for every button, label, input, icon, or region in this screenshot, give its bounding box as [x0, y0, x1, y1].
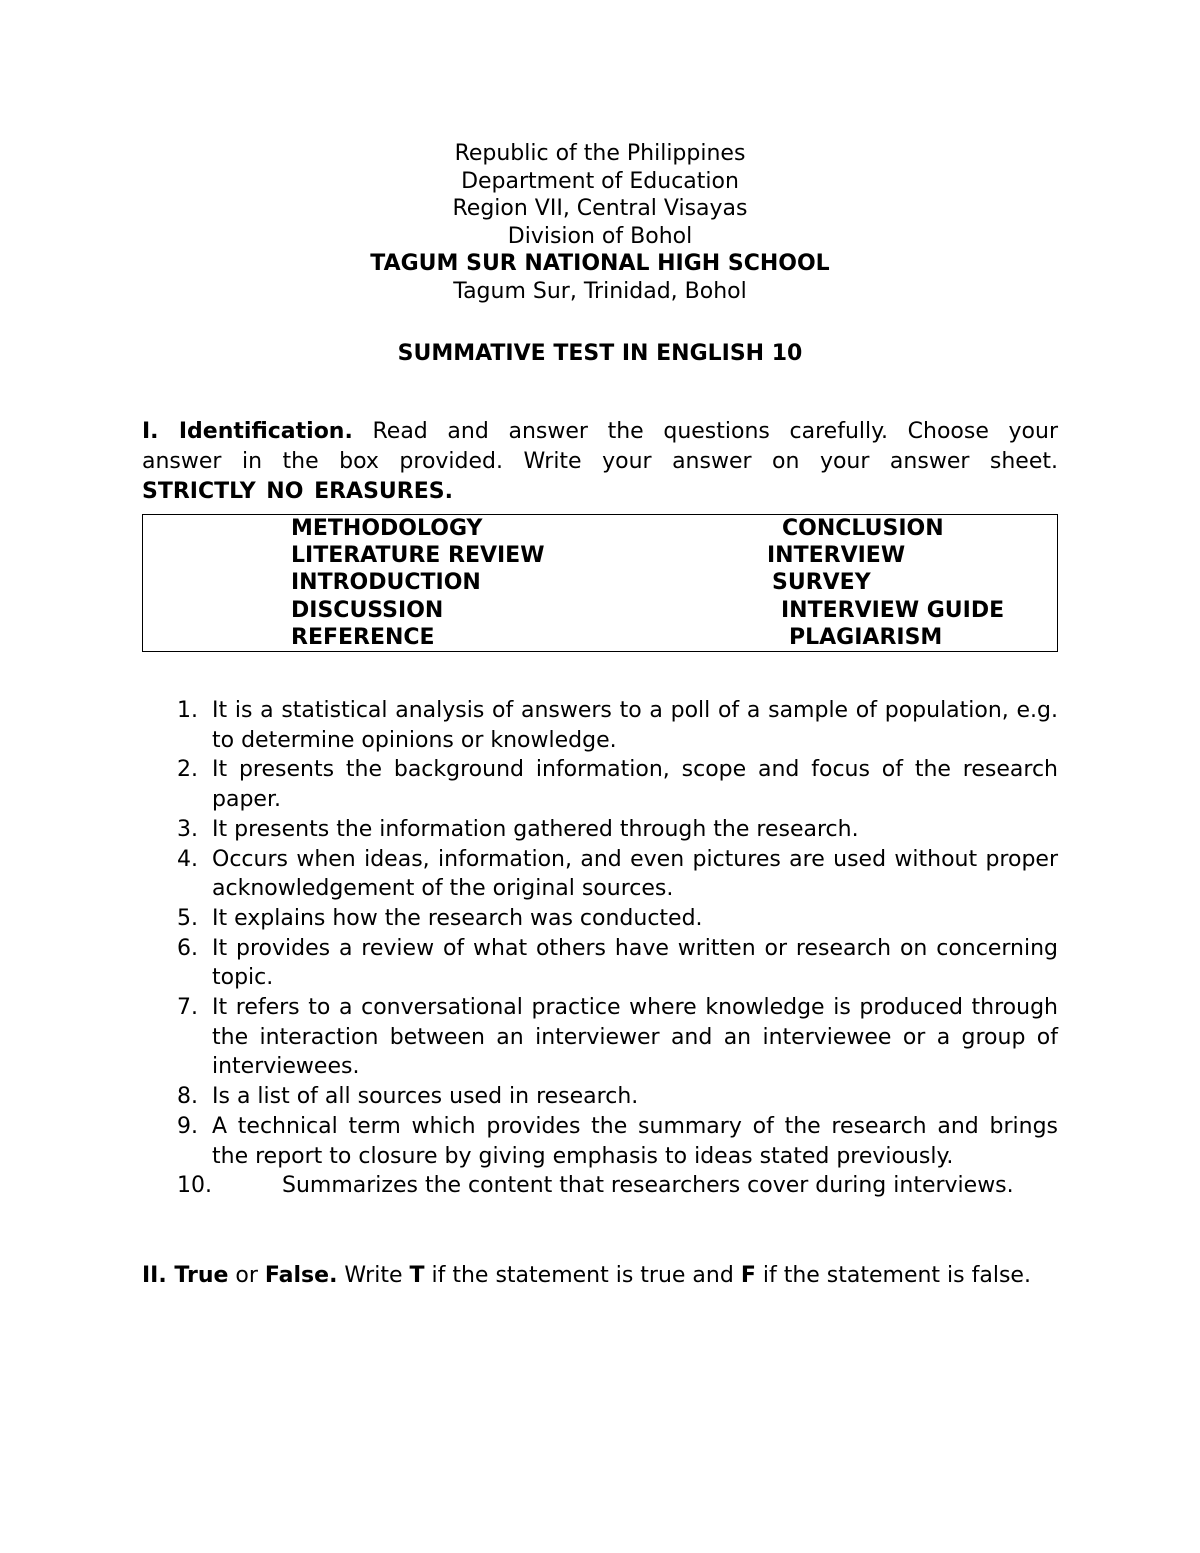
- list-item: [142, 755, 1058, 814]
- section2-label-true: True: [174, 1262, 229, 1288]
- no-erasures-warning: STRICTLY NO ERASURES.: [142, 479, 453, 504]
- section-identification-label: I. Identification.: [142, 419, 353, 444]
- section2-text-1: Write: [337, 1262, 410, 1288]
- answer-choices-box: [142, 514, 1058, 652]
- list-item: [142, 904, 1058, 934]
- section-identification-instructions: [142, 417, 1058, 507]
- section2-text-2: if the statement is true and: [424, 1262, 741, 1288]
- list-item: [142, 1082, 1058, 1112]
- choice-conclusion: CONCLUSION: [782, 516, 944, 541]
- list-item: [142, 1112, 1058, 1171]
- choice-literature-review: LITERATURE REVIEW: [291, 543, 545, 568]
- header-school-address: Tagum Sur, Trinidad, Bohol: [453, 278, 747, 304]
- section-true-or-false-instructions: [142, 1261, 1058, 1291]
- header-region: Region VII, Central Visayas: [452, 196, 748, 221]
- section2-label-false: False.: [264, 1262, 338, 1288]
- item-text: A technical term which provides the summary of the research and brings the report to closure by giving emphasis to ideas stated previously.: [212, 1113, 1058, 1169]
- choice-methodology: METHODOLOGY: [291, 516, 483, 541]
- item-text: It presents the information gathered through the research.: [212, 816, 859, 842]
- section-identification-text: Read and answer the questions carefully. Choose your answer in the box provided. Write your answer on your answer sheet.: [142, 419, 1058, 474]
- choice-reference: REFERENCE: [291, 625, 435, 650]
- item-number: 8.: [177, 1084, 198, 1110]
- list-item: [142, 696, 1058, 755]
- item-number: 3.: [177, 816, 198, 842]
- header-department: Department of Education: [461, 168, 739, 194]
- choice-introduction: INTRODUCTION: [291, 570, 481, 595]
- section2-f-letter: F: [740, 1262, 756, 1288]
- choice-survey: SURVEY: [772, 570, 871, 595]
- document-header: [142, 140, 1058, 305]
- item-number: 6.: [177, 935, 198, 961]
- item-number: 5.: [177, 905, 198, 931]
- section2-t-letter: T: [409, 1262, 425, 1288]
- item-number: 1.: [177, 698, 198, 723]
- item-number: 7.: [177, 995, 198, 1021]
- section2-label-or: or: [228, 1262, 265, 1288]
- item-number: 4.: [177, 846, 198, 872]
- document-page: [142, 140, 1058, 1291]
- item-text: It explains how the research was conducted.: [212, 905, 703, 931]
- section2-label-num: II.: [142, 1262, 175, 1288]
- test-title: SUMMATIVE TEST IN ENGLISH 10: [397, 341, 803, 366]
- item-text: It refers to a conversational practice where knowledge is produced through the interaction between an interviewer and an interviewee or a group of interviewees.: [212, 995, 1058, 1080]
- choice-interview: INTERVIEW: [767, 543, 906, 568]
- header-division: Division of Bohol: [507, 223, 693, 249]
- list-item: [142, 934, 1058, 993]
- header-school-name: TAGUM SUR NATIONAL HIGH SCHOOL: [370, 251, 830, 276]
- item-number: 2.: [177, 757, 198, 783]
- item-text: It presents the background information, scope and focus of the research paper.: [212, 757, 1058, 813]
- item-number: 10.: [177, 1173, 212, 1199]
- item-text: Occurs when ideas, information, and even pictures are used without proper acknowledgement of the original sources.: [212, 846, 1058, 902]
- item-text: It is a statistical analysis of answers to a poll of a sample of population, e.g. to determine opinions or knowledge.: [212, 698, 1058, 753]
- list-item: [142, 815, 1058, 845]
- header-republic: Republic of the Philippines: [454, 141, 746, 166]
- list-item: [142, 845, 1058, 904]
- item-text: It provides a review of what others have written or research on concerning topic.: [212, 935, 1058, 991]
- choice-discussion: DISCUSSION: [291, 598, 444, 623]
- item-text: Is a list of all sources used in research.: [212, 1084, 639, 1110]
- choice-plagiarism: PLAGIARISM: [789, 625, 943, 650]
- identification-items-list: [142, 696, 1058, 1201]
- item-number: 9.: [177, 1113, 198, 1139]
- item-text: Summarizes the content that researchers cover during interviews.: [282, 1173, 1014, 1199]
- choice-interview-guide: INTERVIEW GUIDE: [781, 598, 1005, 623]
- section2-text-3: if the statement is false.: [755, 1262, 1031, 1288]
- list-item: [142, 993, 1058, 1082]
- list-item: [142, 1171, 1058, 1201]
